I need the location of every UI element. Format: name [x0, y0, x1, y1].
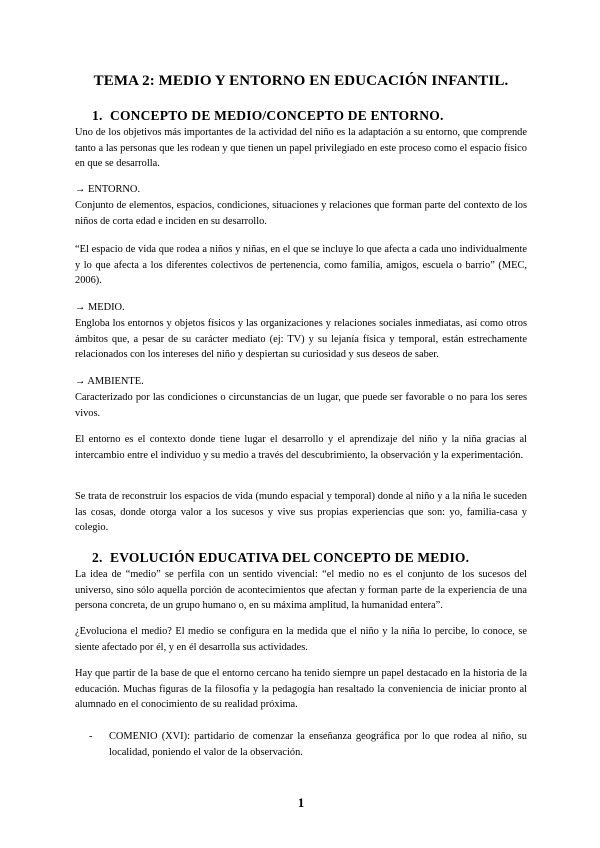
page-number: 1	[297, 795, 305, 810]
list-item-text: COMENIO (XVI): partidario de comenzar la enseñanza geográfica por lo que rodea al niño, su localidad, poniendo el valor de la observación.	[109, 731, 527, 758]
medio-label: → MEDIO.	[75, 302, 125, 313]
paragraph-partir: Hay que partir de la base de que el entorno cercano ha tenido siempre un papel destacado en la historia de la educación. Muchas figuras de la filosofía y la pedagogía han resaltado la conveniencia de iniciar pronto al alumnado en el conocimiento de su realidad próxima.	[75, 668, 527, 711]
paragraph-entorno-context: El entorno es el contexto donde tiene lugar el desarrollo y el aprendizaje del niño y la niña gracias al intercambio entre el individuo y su medio a través del descubrimiento, la observación y la experimentación.	[75, 434, 527, 461]
page-title: TEMA 2: MEDIO Y ENTORNO EN EDUCACIÓN INFANTIL.	[93, 73, 509, 89]
paragraph-reconstruir: Se trata de reconstruir los espacios de vida (mundo espacial y temporal) donde al niño y a la niña le suceden las cosas, donde otorga valor a los sucesos y vive sus propias experiencias que son: yo, familia-casa y colegio.	[75, 491, 527, 534]
section-1-heading	[92, 108, 444, 124]
entorno-label: → ENTORNO.	[75, 184, 141, 195]
section-1-number: 1.	[92, 108, 103, 123]
section-1-title: CONCEPTO DE MEDIO/CONCEPTO DE ENTORNO.	[110, 108, 444, 123]
paragraph-intro: Uno de los objetivos más importantes de la actividad del niño es la adaptación a su entorno, que comprende tanto a las personas que les rodean y que tienen un papel privilegiado en este proceso como el espacio físico en que se desarrolla.	[75, 127, 527, 170]
list-bullet: -	[89, 731, 93, 742]
paragraph-ambiente-definition: Caracterizado por las condiciones o circunstancias de un lugar, que puede ser favorable o no para los seres vivos.	[75, 392, 527, 419]
paragraph-mec-quote: “El espacio de vida que rodea a niños y niñas, en el que se incluye lo que afecta a cada uno individualmente y lo que afecta a los diferentes colectivos de pertenencia, como familia, amigos, escuela o barrio” (MEC, 2006).	[75, 244, 527, 287]
paragraph-idea-medio: La idea de “medio” se perfila con un sentido vivencial: “el medio no es el conjunto de los sucesos del universo, sino sólo aquella porción de acontecimientos que afectan y forman parte de la experiencia de una persona concreta, de un grupo humano o, en su máxima amplitud, la humanidad entera”.	[75, 569, 527, 612]
ambiente-label: → AMBIENTE.	[75, 376, 144, 387]
section-2-title: EVOLUCIÓN EDUCATIVA DEL CONCEPTO DE MEDIO.	[110, 550, 470, 565]
section-2-heading	[92, 550, 469, 566]
paragraph-entorno-definition: Conjunto de elementos, espacios, condiciones, situaciones y relaciones que forman parte del contexto de los niños de corta edad e inciden en su desarrollo.	[75, 200, 527, 227]
paragraph-medio-definition: Engloba los entornos y objetos físicos y las organizaciones y relaciones sociales inmediatas, así como otros ámbitos que, a pesar de su carácter mediato (ej: TV) y su lejanía física y temporal, están estrechamente relacionados con los intereses del niño y despiertan su curiosidad y sus deseos de saber.	[75, 318, 527, 361]
section-2-number: 2.	[92, 550, 103, 565]
paragraph-evoluciona: ¿Evoluciona el medio? El medio se configura en la medida que el niño y la niña lo percibe, lo conoce, se siente afectado por él, y en él desarrolla sus actividades.	[75, 626, 527, 653]
